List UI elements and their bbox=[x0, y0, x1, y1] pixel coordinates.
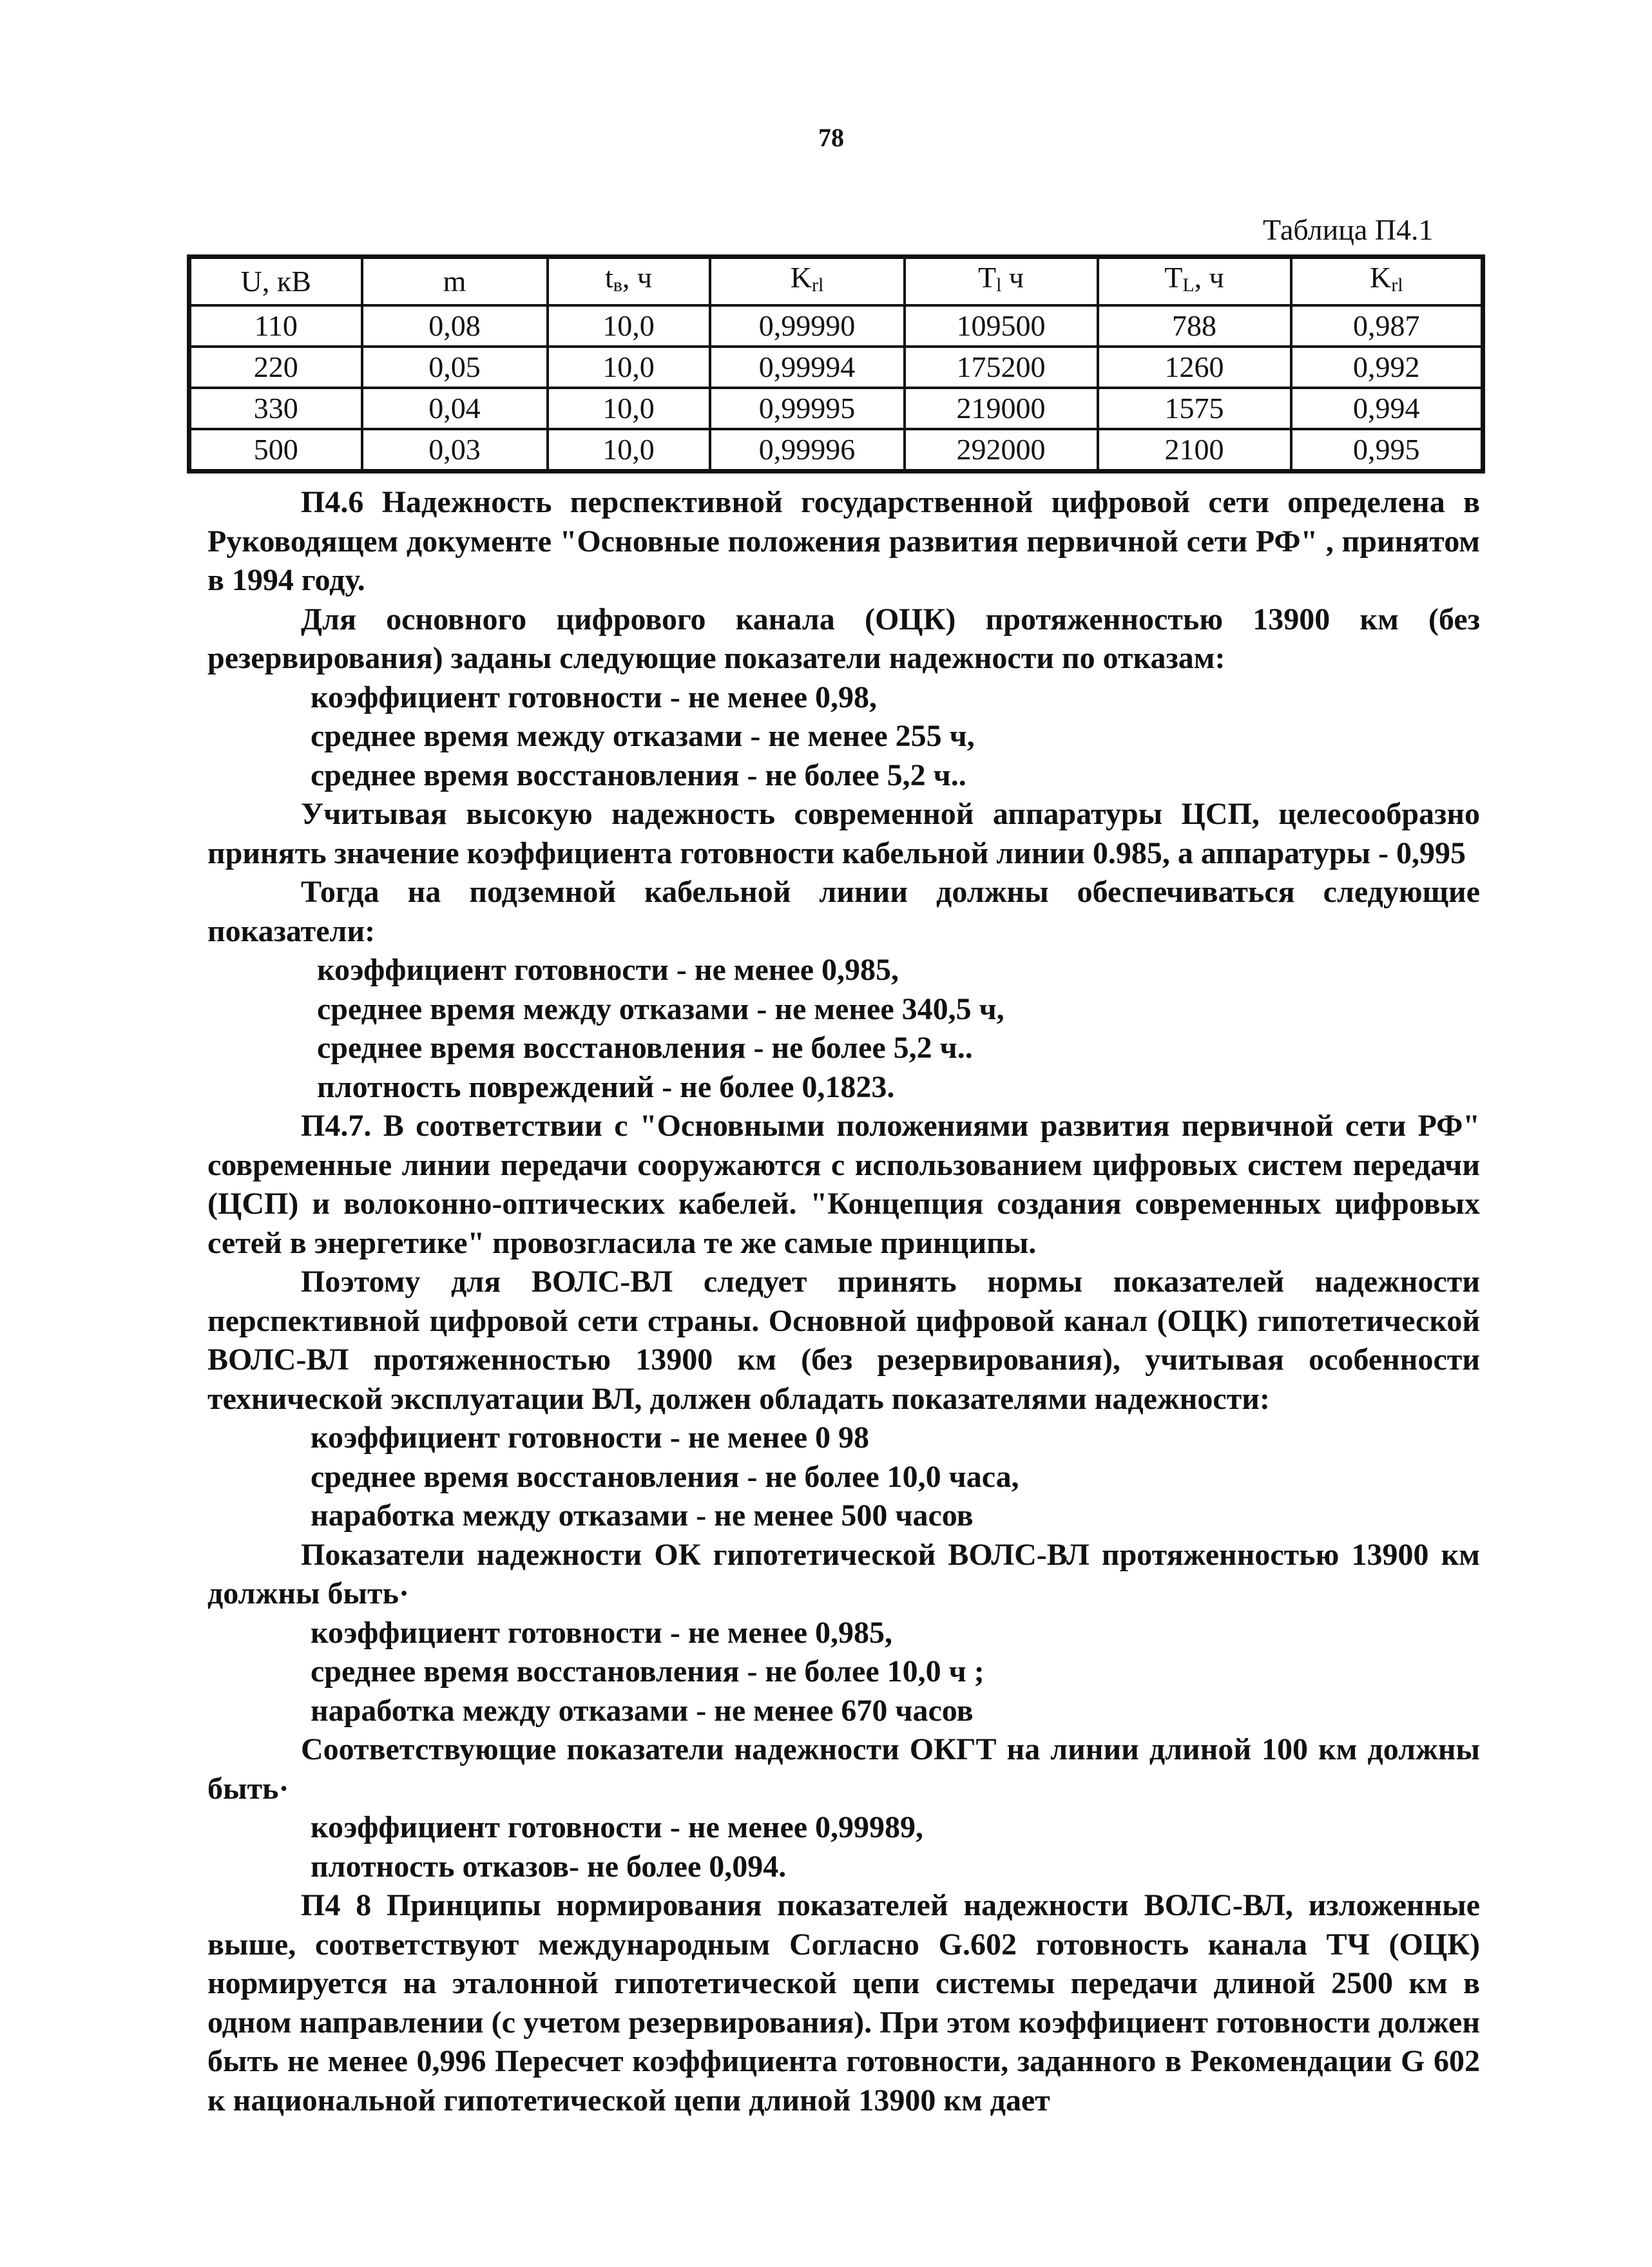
header-subscript: L bbox=[1182, 274, 1195, 296]
list-item: среднее время между отказами - не менее 255 ч, bbox=[311, 719, 975, 753]
header-subscript: rl bbox=[1391, 274, 1403, 296]
table-header-cell bbox=[189, 257, 362, 306]
paragraph: Показатели надежности ОК гипотетической ВОЛС-ВЛ протяженностью 13900 км должны быть· bbox=[207, 1537, 1480, 1611]
list-item: плотность отказов- не более 0,094. bbox=[311, 1849, 787, 1884]
table-cell: 0,987 bbox=[1291, 305, 1483, 347]
table-header-cell bbox=[905, 257, 1098, 306]
table-cell: 219000 bbox=[905, 388, 1098, 429]
table-cell: 500 bbox=[189, 429, 362, 472]
table-cell: 788 bbox=[1098, 305, 1291, 347]
list-item: среднее время восстановления - не более 5,2 ч.. bbox=[317, 1031, 973, 1065]
table-header-cell bbox=[1098, 257, 1291, 306]
body-text bbox=[207, 483, 1480, 2120]
header-subscript: l bbox=[996, 274, 1002, 296]
table-header-cell bbox=[1291, 257, 1483, 306]
table-cell: 0,08 bbox=[362, 305, 548, 347]
table-row bbox=[189, 429, 1483, 472]
table-cell: 292000 bbox=[905, 429, 1098, 472]
table-cell: 220 bbox=[189, 347, 362, 388]
list-item: коэффициент готовности - не менее 0,985, bbox=[317, 953, 899, 987]
list-item: наработка между отказами - не менее 500 часов bbox=[311, 1498, 974, 1533]
header-main: U, кВ bbox=[240, 265, 311, 298]
table-row bbox=[189, 305, 1483, 347]
header-main: K bbox=[1369, 261, 1392, 294]
header-main: m bbox=[443, 265, 466, 298]
paragraph: Учитывая высокую надежность современной аппаратуры ЦСП, целесообразно принять значение коэффициента готовности кабельной линии 0.985, а аппаратуры - 0,995 bbox=[207, 797, 1480, 870]
list-item: среднее время восстановления - не более 5,2 ч.. bbox=[311, 758, 966, 792]
table-row bbox=[189, 347, 1483, 388]
table-header-row bbox=[189, 257, 1483, 306]
table-cell: 0,992 bbox=[1291, 347, 1483, 388]
list-item: коэффициент готовности - не менее 0,985, bbox=[311, 1615, 893, 1650]
paragraph: Тогда на подземной кабельной линии должны обеспечиваться следующие показатели: bbox=[207, 875, 1480, 948]
page-number: 78 bbox=[818, 123, 844, 152]
list-item: плотность повреждений - не более 0,1823. bbox=[317, 1069, 895, 1104]
table-cell: 0,994 bbox=[1291, 388, 1483, 429]
header-subscript: rl bbox=[811, 274, 824, 296]
table-cell: 0,99996 bbox=[710, 429, 905, 472]
paragraph: П4.7. В соответствии с "Основными положениями развития первичной сети РФ" современные линии передачи сооружаются с использованием цифровых систем передачи (ЦСП) и волоконно-оптических кабелей. "Концепция создания современных цифровых сетей в энергетике" провозгласила те же самые принципы. bbox=[207, 1109, 1480, 1260]
table-row bbox=[189, 388, 1483, 429]
table-cell: 0,99990 bbox=[710, 305, 905, 347]
header-main: K bbox=[790, 261, 812, 294]
table-header-cell bbox=[362, 257, 548, 306]
table-cell: 10,0 bbox=[548, 388, 710, 429]
table-cell: 0,04 bbox=[362, 388, 548, 429]
list-item: среднее время между отказами - не менее 340,5 ч, bbox=[317, 991, 1004, 1026]
header-main: T bbox=[977, 261, 997, 294]
list-item: коэффициент готовности - не менее 0,99989, bbox=[311, 1810, 924, 1844]
table-cell: 109500 bbox=[905, 305, 1098, 347]
list-item: среднее время восстановления - не более 10,0 часа, bbox=[311, 1459, 1019, 1494]
table-cell: 0,05 bbox=[362, 347, 548, 388]
table-cell: 175200 bbox=[905, 347, 1098, 388]
paragraph: Поэтому для ВОЛС-ВЛ следует принять нормы показателей надежности перспективной цифровой сети страны. Основной цифровой канал (ОЦК) гипотетической ВОЛС-ВЛ протяженностью 13900 км (без резервирования), учитывая особенности технической эксплуатации ВЛ, должен обладать показателями надежности: bbox=[207, 1265, 1480, 1416]
list-item: коэффициент готовности - не менее 0 98 bbox=[311, 1420, 870, 1455]
table-cell: 1260 bbox=[1098, 347, 1291, 388]
table-cell: 2100 bbox=[1098, 429, 1291, 472]
table-cell: 330 bbox=[189, 388, 362, 429]
list-item: наработка между отказами - не менее 670 часов bbox=[311, 1693, 974, 1728]
header-main: t bbox=[604, 261, 613, 294]
table-cell: 0,995 bbox=[1291, 429, 1483, 472]
header-suffix: ч bbox=[1001, 261, 1024, 294]
table-cell: 110 bbox=[189, 305, 362, 347]
header-main: T bbox=[1164, 261, 1183, 294]
table-caption: Таблица П4.1 bbox=[1263, 213, 1434, 246]
table-cell: 1575 bbox=[1098, 388, 1291, 429]
reliability-table bbox=[187, 254, 1485, 473]
table-header-cell bbox=[548, 257, 710, 306]
list-item: среднее время восстановления - не более 10,0 ч ; bbox=[311, 1654, 984, 1688]
table-cell: 10,0 bbox=[548, 305, 710, 347]
paragraph: Для основного цифрового канала (ОЦК) протяженностью 13900 км (без резервирования) заданы следующие показатели надежности по отказам: bbox=[207, 602, 1480, 675]
paragraph: П4.6 Надежность перспективной государственной цифровой сети определена в Руководящем документе "Основные положения развития первичной сети РФ" , принятом в 1994 году. bbox=[207, 485, 1480, 597]
table-cell: 0,99995 bbox=[710, 388, 905, 429]
header-subscript: в bbox=[613, 274, 622, 296]
table-cell: 0,03 bbox=[362, 429, 548, 472]
paragraph: Соответствующие показатели надежности ОКГТ на линии длиной 100 км должны быть· bbox=[207, 1732, 1480, 1806]
paragraph: П4 8 Принципы нормирования показателей надежности ВОЛС-ВЛ, изложенные выше, соответствуют международным Согласно G.602 готовность канала ТЧ (ОЦК) нормируется на эталонной гипотетической цепи системы передачи длиной 2500 км в одном направлении (с учетом резервирования). При этом коэффициент готовности должен быть не менее 0,996 Пересчет коэффициента готовности, заданного в Рекомендации G 602 к национальной гипотетической цепи длиной 13900 км дает bbox=[207, 1888, 1480, 2118]
list-item: коэффициент готовности - не менее 0,98, bbox=[311, 680, 878, 714]
table-cell: 10,0 bbox=[548, 429, 710, 472]
header-suffix: , ч bbox=[1194, 261, 1224, 294]
table-cell: 0,99994 bbox=[710, 347, 905, 388]
header-suffix: , ч bbox=[622, 261, 653, 294]
table-cell: 10,0 bbox=[548, 347, 710, 388]
table-header-cell bbox=[710, 257, 905, 306]
